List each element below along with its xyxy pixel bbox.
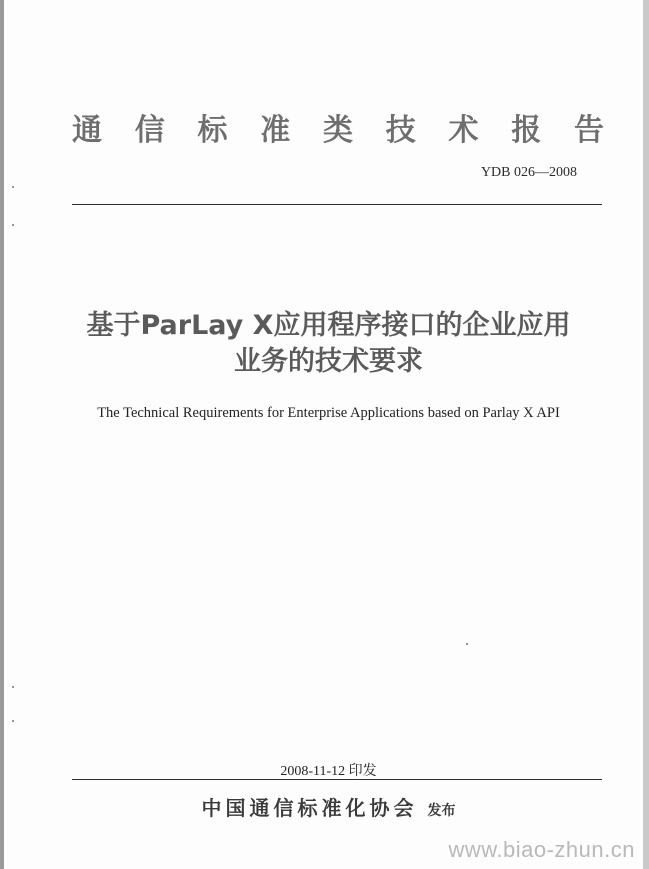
report-category-heading (72, 105, 604, 149)
heading-char: 信 (134, 113, 165, 148)
scan-speck (12, 720, 14, 722)
issue-date: 2008-11-12 印发 (280, 764, 377, 779)
scan-speck (12, 186, 14, 188)
chinese-title-line-2: 业务的技术要求 (234, 346, 423, 377)
header-divider (72, 204, 602, 205)
heading-char: 告 (574, 113, 604, 148)
document-code: YDB 026—2008 (480, 165, 577, 180)
heading-char: 技 (385, 113, 416, 148)
footer-divider (72, 779, 602, 780)
chinese-title (4, 308, 649, 380)
heading-char: 标 (197, 113, 228, 148)
heading-char: 通 (72, 113, 102, 148)
scan-speck (12, 686, 14, 688)
publisher-suffix: 发布 (427, 803, 456, 819)
site-watermark: www.biao-zhun.cn (448, 837, 635, 862)
chinese-title-line-1: 基于ParLay X应用程序接口的企业应用 (86, 310, 571, 341)
publisher-name: 中国通信标准化协会 (201, 796, 418, 820)
heading-char: 类 (323, 113, 353, 148)
heading-char: 报 (511, 113, 542, 148)
publisher-line (4, 792, 649, 821)
english-title: The Technical Requirements for Enterprise Applications based on Parlay X API (97, 405, 560, 421)
page-edge-shadow (643, 0, 649, 869)
heading-char: 准 (260, 113, 291, 148)
heading-char: 术 (448, 113, 479, 148)
scan-speck (12, 224, 14, 226)
scan-speck (466, 643, 468, 645)
